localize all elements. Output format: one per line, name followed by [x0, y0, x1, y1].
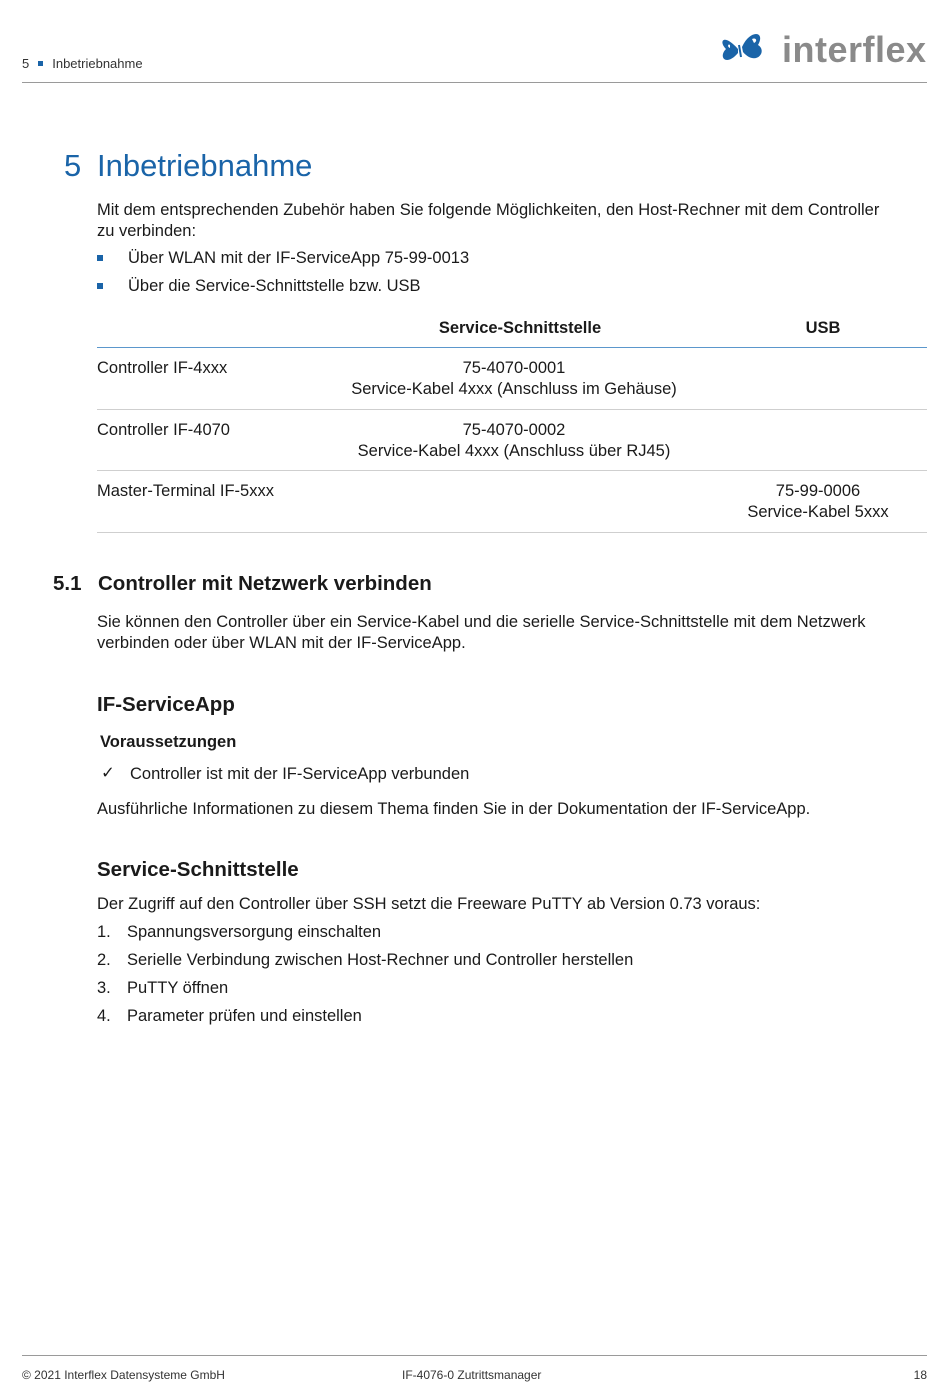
- step-item: [97, 1006, 797, 1028]
- usb-part-number: 75-99-0006: [775, 482, 861, 500]
- header-chapter-num: 5: [22, 56, 30, 71]
- table-cell-device: Controller IF-4070: [97, 421, 230, 439]
- table-cell-service: [300, 420, 728, 462]
- bullet-text: Über die Service-Schnittstelle bzw. USB: [128, 277, 421, 295]
- bullet-item: [97, 248, 797, 270]
- table-row-divider: [97, 409, 927, 410]
- bullet-item: [97, 276, 797, 298]
- section-heading: [64, 146, 312, 186]
- logo-wordmark: interflex: [782, 29, 927, 70]
- bullet-text: Über WLAN mit der IF-ServiceApp 75-99-0013: [128, 249, 470, 267]
- section-title: Inbetriebnahme: [97, 148, 313, 183]
- step-text: PuTTY öffnen: [127, 979, 229, 997]
- subsection-intro-line1: Sie können den Controller über ein Service-Kabel und die serielle Service-Schnittstelle mit dem Netzwerk: [97, 613, 866, 631]
- serviceapp-info: Ausführliche Informationen zu diesem Thema finden Sie in der Dokumentation der IF-ServiceApp.: [97, 800, 811, 818]
- footer-divider: [22, 1355, 927, 1356]
- table-cell-device: Controller IF-4xxx: [97, 359, 228, 377]
- footer-doc-title: IF-4076-0 Zutrittsmanager: [402, 1368, 542, 1382]
- step-text: Serielle Verbindung zwischen Host-Rechner und Controller herstellen: [127, 951, 634, 969]
- table-row-divider: [97, 470, 927, 471]
- step-item: [97, 978, 797, 1000]
- footer-page-number: 18: [913, 1368, 927, 1382]
- header-square-icon: [38, 61, 43, 66]
- table-row-divider: [97, 532, 927, 533]
- table-header-usb: USB: [805, 319, 841, 337]
- step-text: Parameter prüfen und einstellen: [127, 1007, 362, 1025]
- table-header-service: Service-Schnittstelle: [438, 319, 602, 337]
- subsection-title: Controller mit Netzwerk verbinden: [98, 572, 432, 595]
- footer-copyright: © 2021 Interflex Datensysteme GmbH: [22, 1368, 225, 1382]
- step-number: 2.: [97, 951, 111, 969]
- table-header-divider: [97, 347, 927, 348]
- step-item: [97, 950, 797, 972]
- service-part-number: 75-4070-0002: [462, 421, 566, 439]
- running-header: [22, 56, 143, 71]
- service-part-number: 75-4070-0001: [462, 359, 566, 377]
- prerequisites-heading: Voraussetzungen: [100, 733, 237, 751]
- usb-part-desc: Service-Kabel 5xxx: [747, 503, 889, 521]
- step-number: 3.: [97, 979, 111, 997]
- subsection-heading: [53, 572, 432, 596]
- butterfly-icon: [716, 27, 776, 73]
- bullet-square-icon: [97, 255, 103, 261]
- header-divider: [22, 82, 927, 83]
- table-cell-usb: [730, 481, 906, 523]
- service-interface-heading: Service-Schnittstelle: [97, 858, 299, 881]
- table-cell-device: Master-Terminal IF-5xxx: [97, 482, 274, 500]
- step-item: [97, 922, 797, 944]
- service-part-desc: Service-Kabel 4xxx (Anschluss über RJ45): [357, 442, 671, 460]
- prerequisite-item: Controller ist mit der IF-ServiceApp verbunden: [130, 765, 470, 783]
- section-intro: Mit dem entsprechenden Zubehör haben Sie folgende Möglichkeiten, den Host-Rechner mit dem Controller zu verbinden:: [97, 201, 880, 240]
- section-number: 5: [64, 148, 82, 183]
- header-chapter-title: Inbetriebnahme: [52, 56, 143, 71]
- service-part-desc: Service-Kabel 4xxx (Anschluss im Gehäuse): [351, 380, 677, 398]
- step-number: 4.: [97, 1007, 111, 1025]
- bullet-square-icon: [97, 283, 103, 289]
- subsection-number: 5.1: [53, 572, 82, 595]
- step-text: Spannungsversorgung einschalten: [127, 923, 382, 941]
- subsection-intro-line2: verbinden oder über WLAN mit der IF-ServiceApp.: [97, 634, 466, 652]
- service-interface-intro: Der Zugriff auf den Controller über SSH setzt die Freeware PuTTY ab Version 0.73 voraus:: [97, 895, 761, 913]
- table-cell-service: [300, 358, 728, 400]
- serviceapp-heading: IF-ServiceApp: [97, 693, 235, 716]
- checkmark-icon: ✓: [101, 764, 115, 782]
- interflex-logo: [716, 27, 928, 73]
- step-number: 1.: [97, 923, 111, 941]
